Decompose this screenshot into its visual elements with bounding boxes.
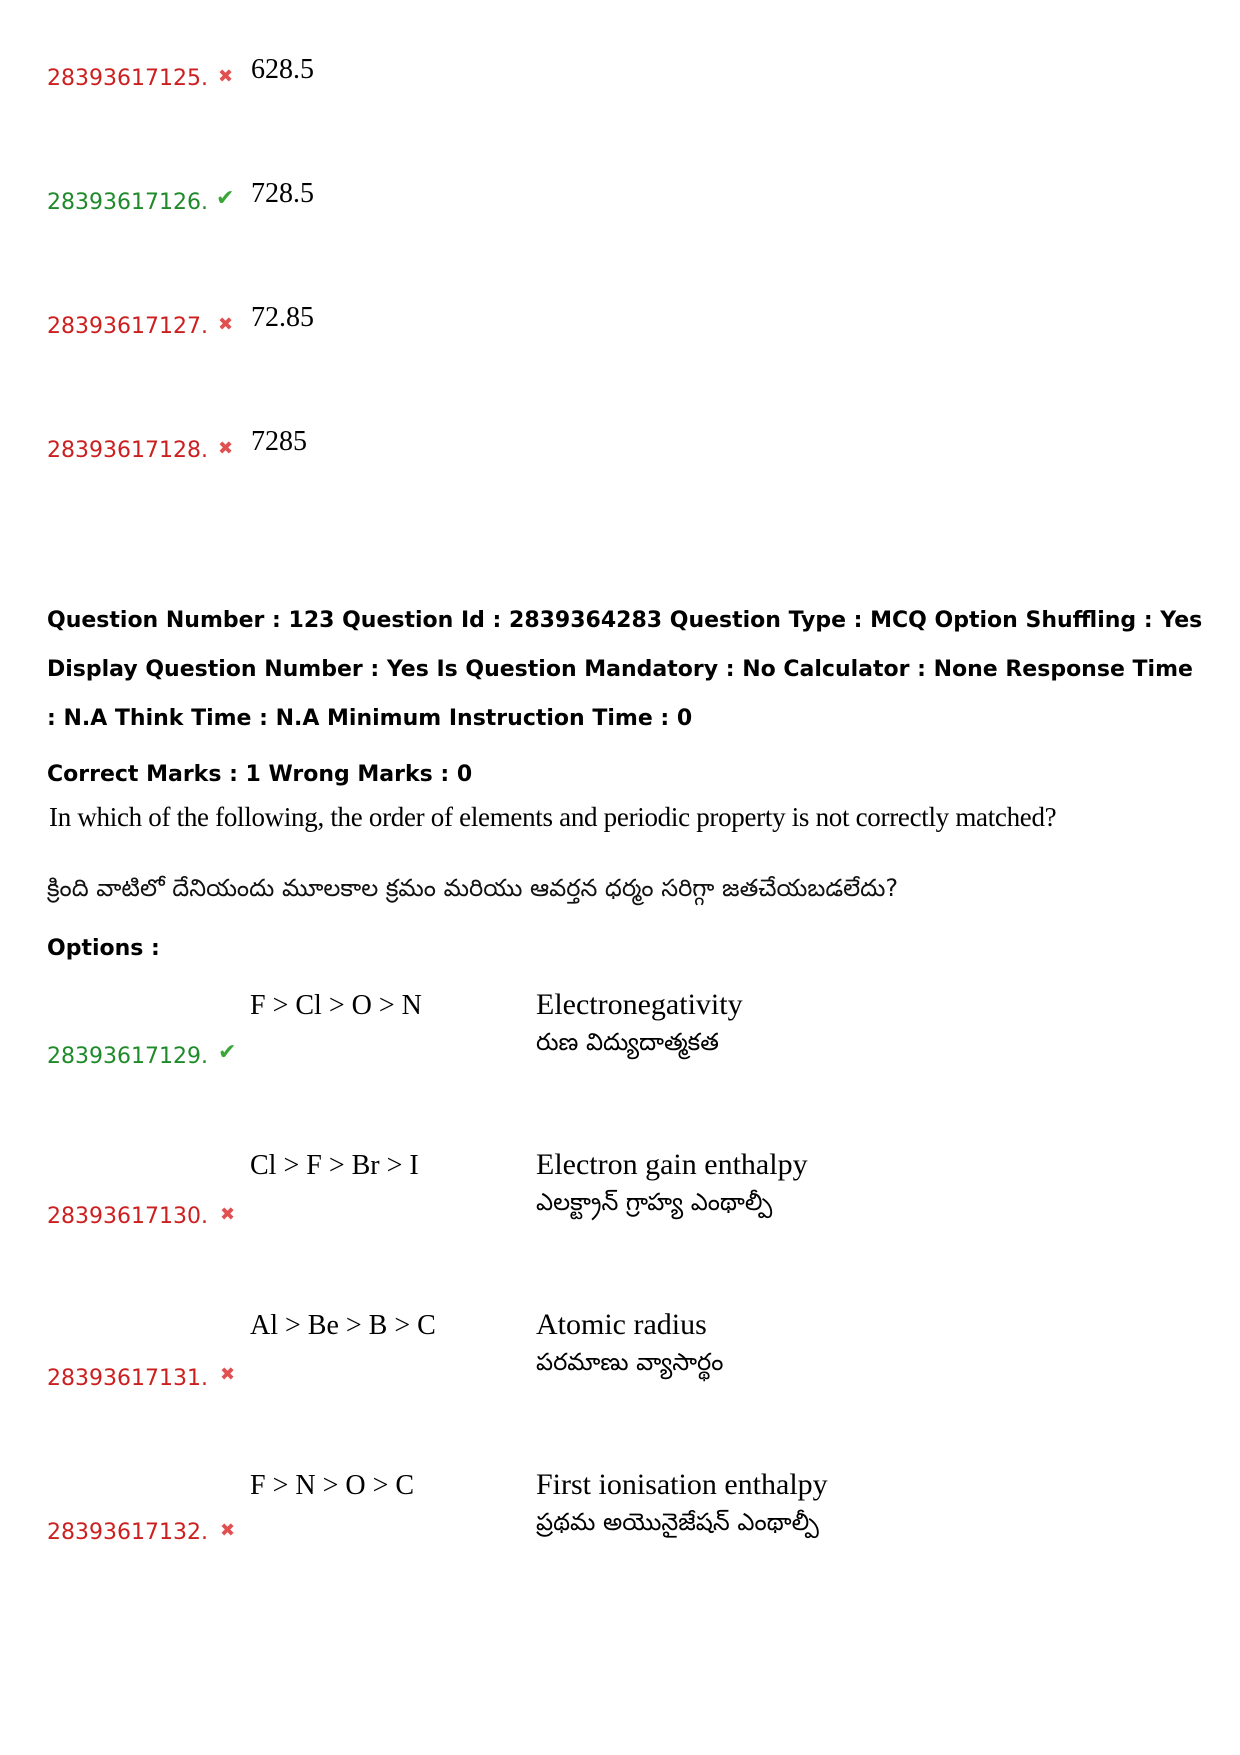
- option-property-en: Electronegativity: [536, 988, 743, 1021]
- option-value: 628.5: [251, 54, 314, 85]
- option-property-en: Electron gain enthalpy: [536, 1148, 808, 1181]
- options-label: Options :: [47, 936, 160, 961]
- option-id: 28393617132.: [47, 1520, 208, 1545]
- option-property-te: ఎలక్ట్రాన్ గ్రాహ్య ఎంథాల్పీ: [536, 1188, 773, 1216]
- option-sequence: Al > Be > B > C: [250, 1310, 436, 1341]
- option-property-en: First ionisation enthalpy: [536, 1468, 828, 1501]
- option-id: 28393617126.: [47, 190, 208, 215]
- option-property-te: ప్రథమ అయొనైజేషన్ ఎంథాల్పీ: [536, 1508, 819, 1536]
- cross-icon: ✖: [220, 1520, 236, 1541]
- option-id: 28393617131.: [47, 1366, 208, 1391]
- option-property-te: రుణ విద్యుదాత్మకత: [536, 1028, 719, 1056]
- option-id: 28393617128.: [47, 438, 208, 463]
- option-sequence: F > Cl > O > N: [250, 990, 422, 1021]
- option-value: 72.85: [251, 302, 314, 333]
- option-id: 28393617129.: [47, 1044, 208, 1069]
- cross-icon: ✖: [218, 66, 234, 87]
- question-meta: [47, 596, 1207, 743]
- check-icon: ✔: [216, 186, 235, 211]
- meta-line: Question Number : 123 Question Id : 2839364283 Question Type : MCQ Option Shuffling : Yes: [47, 608, 1203, 633]
- option-value: 728.5: [251, 178, 314, 209]
- check-icon: ✔: [218, 1040, 237, 1065]
- option-sequence: F > N > O > C: [250, 1470, 415, 1501]
- option-sequence: Cl > F > Br > I: [250, 1150, 419, 1181]
- option-value: 7285: [251, 426, 307, 457]
- option-id: 28393617127.: [47, 314, 208, 339]
- option-id: 28393617130.: [47, 1204, 208, 1229]
- option-property-te: పరమాణు వ్యాసార్థం: [536, 1348, 724, 1376]
- question-marks: Correct Marks : 1 Wrong Marks : 0: [47, 762, 473, 787]
- cross-icon: ✖: [218, 314, 234, 335]
- question-text-en: In which of the following, the order of elements and periodic property is not correctly matched?: [49, 802, 1057, 832]
- meta-line: Display Question Number : Yes Is Question Mandatory : No Calculator : None Response Time: [47, 657, 1193, 682]
- cross-icon: ✖: [218, 438, 234, 459]
- cross-icon: ✖: [220, 1204, 236, 1225]
- option-property-en: Atomic radius: [536, 1308, 707, 1341]
- option-id: 28393617125.: [47, 66, 208, 91]
- question-text-te: క్రింది వాటిలో దేనియందు మూలకాల క్రమం మరియు ఆవర్తన ధర్మం సరిగ్గా జతచేయబడలేదు?: [47, 874, 899, 902]
- meta-line: : N.A Think Time : N.A Minimum Instruction Time : 0: [47, 706, 693, 731]
- cross-icon: ✖: [220, 1364, 236, 1385]
